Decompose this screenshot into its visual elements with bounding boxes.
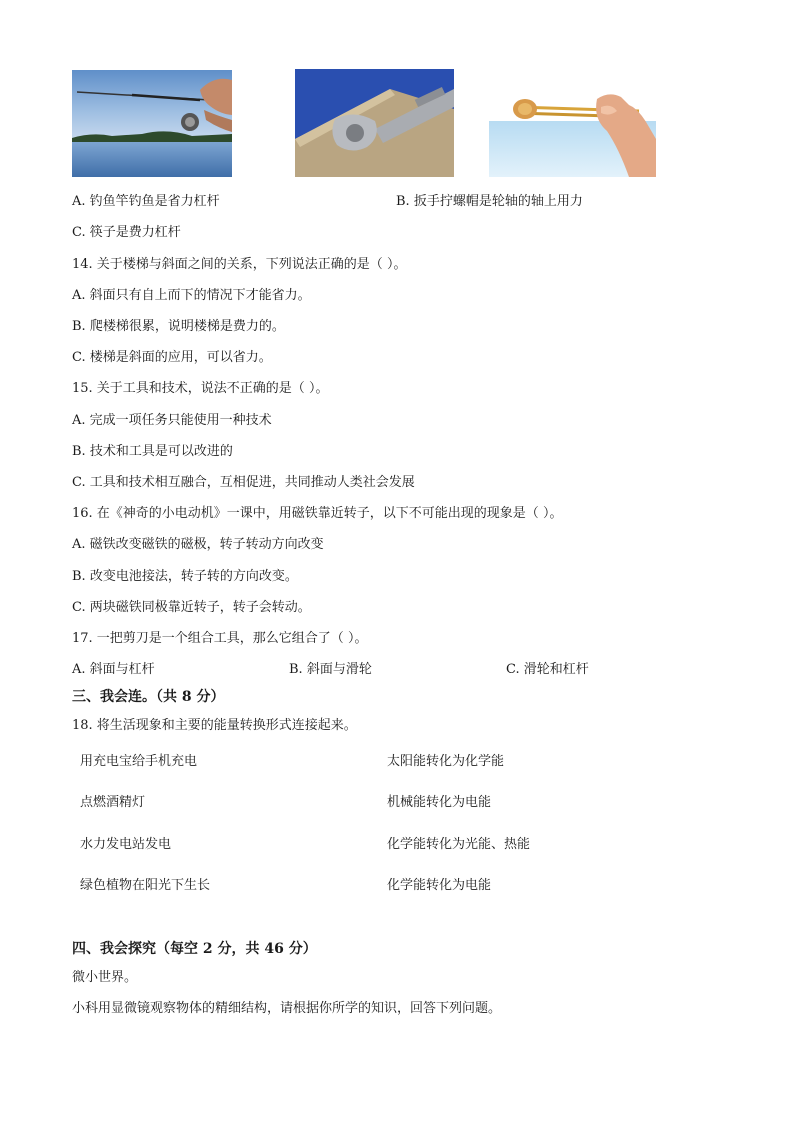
q18-stem: 18. 将生活现象和主要的能量转换形式连接起来。: [72, 718, 357, 733]
q16-option-b: B. 改变电池接法，转子转的方向改变。: [72, 569, 298, 584]
chopsticks-photo: [489, 69, 656, 177]
q13-option-b: B. 扳手拧螺帽是轮轴的轴上用力: [396, 194, 583, 209]
q15-option-b: B. 技术和工具是可以改进的: [72, 444, 233, 459]
q13-option-c: C. 筷子是费力杠杆: [72, 225, 181, 240]
q13-option-a: A. 钓鱼竿钓鱼是省力杠杆: [72, 194, 220, 209]
q17-option-c: C. 滑轮和杠杆: [506, 662, 589, 677]
q14-option-c: C. 楼梯是斜面的应用，可以省力。: [72, 350, 272, 365]
section4-intro: 小科用显微镜观察物体的精细结构，请根据你所学的知识，回答下列问题。: [72, 1001, 502, 1016]
matching-right-item: 太阳能转化为化学能: [387, 754, 505, 769]
matching-left-item: 水力发电站发电: [80, 837, 172, 852]
matching-right-item: 化学能转化为电能: [387, 878, 492, 893]
q17-stem: 17. 一把剪刀是一个组合工具，那么它组合了（ ）。: [72, 631, 368, 646]
q15-option-a: A. 完成一项任务只能使用一种技术: [72, 413, 272, 428]
fishing-rod-photo: [72, 70, 232, 177]
section4-subtitle: 微小世界。: [72, 970, 138, 985]
q14-stem: 14. 关于楼梯与斜面之间的关系，下列说法正确的是（ ）。: [72, 257, 407, 272]
matching-right-item: 机械能转化为电能: [387, 795, 492, 810]
matching-left-item: 用充电宝给手机充电: [80, 754, 198, 769]
q16-option-c: C. 两块磁铁同极靠近转子，转子会转动。: [72, 600, 311, 615]
q16-stem: 16. 在《神奇的小电动机》一课中，用磁铁靠近转子，以下不可能出现的现象是（ ）。: [72, 506, 563, 521]
q17-option-b: B. 斜面与滑轮: [289, 662, 372, 677]
q15-option-c: C. 工具和技术相互融合，互相促进，共同推动人类社会发展: [72, 475, 415, 490]
matching-left-item: 点燃酒精灯: [80, 795, 146, 810]
q14-option-a: A. 斜面只有自上而下的情况下才能省力。: [72, 288, 311, 303]
matching-left-item: 绿色植物在阳光下生长: [80, 878, 211, 893]
matching-right-item: 化学能转化为光能、热能: [387, 837, 531, 852]
q14-option-b: B. 爬楼梯很累，说明楼梯是费力的。: [72, 319, 285, 334]
section3-heading: 三、我会连。（共 8 分）: [72, 689, 225, 705]
q16-option-a: A. 磁铁改变磁铁的磁极，转子转动方向改变: [72, 537, 324, 552]
section4-heading: 四、我会探究（每空 2 分，共 46 分）: [72, 941, 317, 957]
wrench-photo: [295, 69, 454, 177]
q15-stem: 15. 关于工具和技术，说法不正确的是（ ）。: [72, 381, 329, 396]
q17-option-a: A. 斜面与杠杆: [72, 662, 155, 677]
